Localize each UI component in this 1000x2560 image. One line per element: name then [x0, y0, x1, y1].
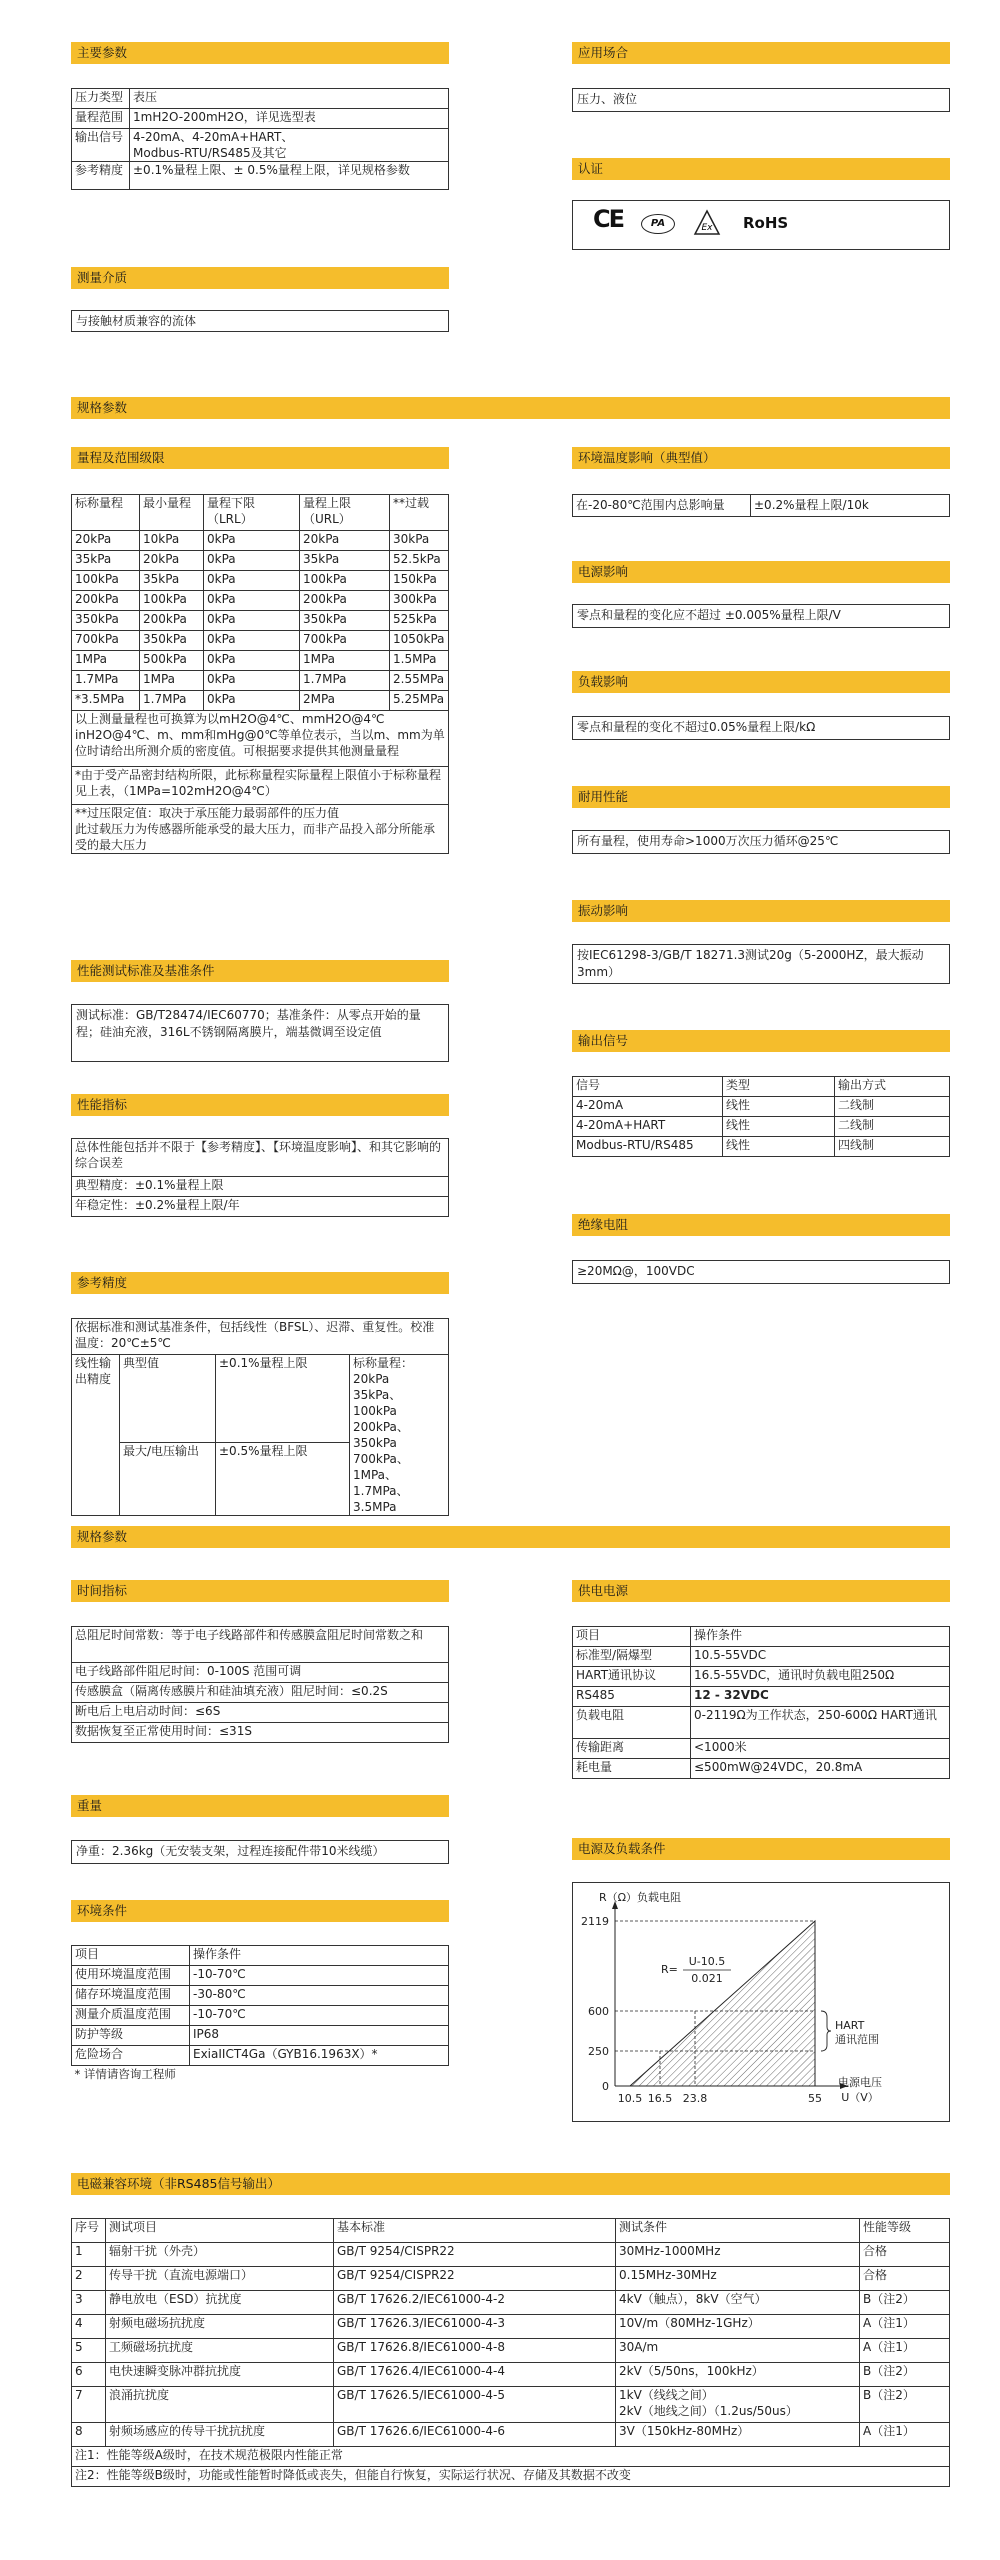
- table-row: [72, 531, 449, 551]
- column-header: 测试条件: [616, 2219, 860, 2243]
- table-cell: 使用环境温度范围: [72, 1966, 190, 1986]
- table-cell: B（注2）: [860, 2291, 950, 2315]
- section-durability: 耐用性能: [572, 786, 950, 808]
- table-cell: *3.5MPa: [72, 691, 140, 711]
- table-row: [72, 2315, 950, 2339]
- table-cell: 3V（150kHz-80MHz）: [616, 2423, 860, 2447]
- time-cell: 数据恢复至正常使用时间：≤31S: [72, 1723, 449, 1743]
- table-cell: 350kPa: [140, 631, 204, 651]
- table-cell: 工频磁场抗扰度: [106, 2339, 334, 2363]
- table-cell: 0.15MHz-30MHz: [616, 2267, 860, 2291]
- param-name: 压力类型: [72, 89, 130, 109]
- table-cell: 标准型/隔爆型: [573, 1647, 691, 1667]
- table-cell: 0kPa: [204, 611, 300, 631]
- table-cell: 耗电量: [573, 1759, 691, 1779]
- pa-mark-icon: PA: [641, 214, 675, 234]
- table-cell: -10-70℃: [190, 1966, 449, 1986]
- table-cell: 6: [72, 2363, 106, 2387]
- column-header: 量程下限 （LRL）: [204, 495, 300, 531]
- ex-mark-icon: [693, 209, 721, 242]
- table-row: [72, 129, 449, 162]
- table-cell: 储存环境温度范围: [72, 1986, 190, 2006]
- table-row: [573, 1117, 950, 1137]
- table-row: [72, 1703, 449, 1723]
- table-cell: 1kV（线线之间） 2kV（地线之间）（1.2us/50us）: [616, 2387, 860, 2423]
- env-temp-cell-2: ±0.2%量程上限/10k: [751, 495, 950, 517]
- param-name: 输出信号: [72, 129, 130, 162]
- table-row: [72, 2339, 950, 2363]
- note-row: [72, 2066, 449, 2084]
- table-cell: 100kPa: [72, 571, 140, 591]
- table-row: [72, 1139, 449, 1177]
- range-note: 以上测量量程也可换算为以mH2O@4℃、mmH2O@4℃ inH2O@4℃、m、mm和mHg@0℃等单位表示，当以m、mm为单位时请给出所测介质的密度值。可根据要求提供其他测量量程: [72, 711, 449, 767]
- table-cell: 4: [72, 2315, 106, 2339]
- table-cell: 0kPa: [204, 651, 300, 671]
- table-cell: 150kPa: [390, 571, 449, 591]
- table-header-row: [72, 495, 449, 531]
- table-cell: 1.7MPa: [72, 671, 140, 691]
- table-cell: GB/T 17626.5/IEC61000-4-5: [334, 2387, 616, 2423]
- emc-note: 注1：性能等级A级时，在技术规范极限内性能正常: [72, 2447, 950, 2467]
- table-cell: 52.5kPa: [390, 551, 449, 571]
- table-cell: 30MHz-1000MHz: [616, 2243, 860, 2267]
- hart-brace: [821, 2011, 831, 2051]
- note-row: [72, 767, 449, 805]
- table-row: [72, 571, 449, 591]
- table-cell: 525kPa: [390, 611, 449, 631]
- table-cell: 100kPa: [300, 571, 390, 591]
- table-cell: 5: [72, 2339, 106, 2363]
- table-cell: 合格: [860, 2267, 950, 2291]
- table-row: [72, 671, 449, 691]
- param-value: 表压: [130, 89, 449, 109]
- table-cell: 辐射干扰（外壳）: [106, 2243, 334, 2267]
- column-header: 操作条件: [190, 1946, 449, 1966]
- section-perf: 性能指标: [71, 1094, 449, 1116]
- table-row: [573, 1667, 950, 1687]
- table-cell: 2kV（5/50ns，100kHz）: [616, 2363, 860, 2387]
- column-header: 测试项目: [106, 2219, 334, 2243]
- table-header-row: [573, 1077, 950, 1097]
- section-vibration: 振动影响: [572, 900, 950, 922]
- section-weight: 重量: [71, 1795, 449, 1817]
- section-medium: 测量介质: [71, 267, 449, 289]
- table-row: [72, 2291, 950, 2315]
- section-main-params: 主要参数: [71, 42, 449, 64]
- psu-table: [572, 1626, 950, 1779]
- table-cell: 30kPa: [390, 531, 449, 551]
- main-params-table: [71, 88, 449, 190]
- section-spec: 规格参数: [71, 397, 950, 419]
- column-header: 最小量程: [140, 495, 204, 531]
- column-header: 信号: [573, 1077, 723, 1097]
- table-cell: 2.55MPa: [390, 671, 449, 691]
- table-cell: 1MPa: [300, 651, 390, 671]
- accuracy-typ-label: 典型值: [120, 1355, 216, 1443]
- table-row: [72, 691, 449, 711]
- table-row: [72, 651, 449, 671]
- table-row: [573, 1759, 950, 1779]
- table-cell: 0kPa: [204, 531, 300, 551]
- table-cell: 1.7MPa: [140, 691, 204, 711]
- table-cell: 射频场感应的传导干扰抗扰度: [106, 2423, 334, 2447]
- section-spec-2: 规格参数: [71, 1526, 950, 1548]
- table-cell: 0kPa: [204, 591, 300, 611]
- time-table: [71, 1626, 449, 1743]
- table-cell: 16.5-55VDC，通讯时负载电阻250Ω: [691, 1667, 950, 1687]
- table-cell: 传导干扰（直流电源端口）: [106, 2267, 334, 2291]
- table-cell: 35kPa: [300, 551, 390, 571]
- table-row: [573, 1647, 950, 1667]
- table-cell: GB/T 17626.2/IEC61000-4-2: [334, 2291, 616, 2315]
- table-cell: 35kPa: [140, 571, 204, 591]
- section-power-effect: 电源影响: [572, 561, 950, 583]
- table-cell: 0kPa: [204, 671, 300, 691]
- table-row: [72, 2006, 449, 2026]
- table-cell: 二线制: [835, 1097, 950, 1117]
- table-row: [72, 1683, 449, 1703]
- section-power-load: 电源及负载条件: [572, 1838, 950, 1860]
- table-cell: 0kPa: [204, 551, 300, 571]
- time-cell: 传感膜盒（隔离传感膜片和硅油填充液）阻尼时间：≤0.2S: [72, 1683, 449, 1703]
- table-cell: ExiaIICT4Ga（GYB16.1963X）*: [190, 2046, 449, 2066]
- table-row: [573, 1137, 950, 1157]
- perf-cell: 典型精度：±0.1%量程上限: [72, 1177, 449, 1197]
- column-header: 序号: [72, 2219, 106, 2243]
- table-row: [72, 1177, 449, 1197]
- note-row: [72, 2447, 950, 2467]
- section-insulation: 绝缘电阻: [572, 1214, 950, 1236]
- table-cell: 20kPa: [300, 531, 390, 551]
- table-cell: 1.5MPa: [390, 651, 449, 671]
- table-cell: 线性: [723, 1117, 835, 1137]
- table-cell: 四线制: [835, 1137, 950, 1157]
- emc-note: 注2：性能等级B级时，功能或性能暂时降低或丧失，但能自行恢复，实际运行状况、存储及其数据不改变: [72, 2467, 950, 2487]
- table-cell: 0-2119Ω为工作状态，250-600Ω HART通讯: [691, 1707, 950, 1739]
- section-std: 性能测试标准及基准条件: [71, 960, 449, 982]
- table-header-row: [72, 1946, 449, 1966]
- x-tick-label: 55: [808, 2092, 822, 2105]
- section-certification: 认证: [572, 158, 950, 180]
- table-cell: 合格: [860, 2243, 950, 2267]
- table-row: [72, 1627, 449, 1663]
- table-row: [72, 1197, 449, 1217]
- accuracy-max-value: ±0.5%量程上限: [216, 1442, 350, 1515]
- section-load-effect: 负载影响: [572, 671, 950, 693]
- env-temp-cell-1: 在-20-80℃范围内总影响量: [573, 495, 751, 517]
- table-row: [72, 162, 449, 190]
- table-cell: 7: [72, 2387, 106, 2423]
- table-cell: 测量介质温度范围: [72, 2006, 190, 2026]
- ce-mark-icon: CE: [593, 205, 624, 233]
- std-text: 测试标准：GB/T28474/IEC60770；基准条件：从零点开始的量程；硅油充液，316L不锈钢隔离膜片，端基微调至设定值: [71, 1004, 449, 1062]
- note-row: [72, 805, 449, 854]
- power-effect-text: 零点和量程的变化应不超过 ±0.005%量程上限/V: [572, 604, 950, 628]
- table-row: [72, 2387, 950, 2423]
- perf-cell: 总体性能包括并不限于【参考精度】、【环境温度影响】、和其它影响的综合误差: [72, 1139, 449, 1177]
- column-header: 标称量程: [72, 495, 140, 531]
- table-cell: 200kPa: [72, 591, 140, 611]
- section-psu: 供电电源: [572, 1580, 950, 1602]
- table-cell: A（注1）: [860, 2423, 950, 2447]
- vibration-text: 按IEC61298-3/GB/T 18271.3测试20g（5-2000HZ，最大振动3mm）: [572, 944, 950, 984]
- table-row: [72, 1723, 449, 1743]
- table-cell: 0kPa: [204, 571, 300, 591]
- certification-box: [572, 200, 950, 250]
- accuracy-head: 依据标准和测试基准条件，包括线性（BFSL）、迟滞、重复性。校准温度：20℃±5℃: [72, 1319, 449, 1355]
- table-cell: 4-20mA: [573, 1097, 723, 1117]
- table-cell: 电快速瞬变脉冲群抗扰度: [106, 2363, 334, 2387]
- time-cell: 电子线路部件阻尼时间：0-100S 范围可调: [72, 1663, 449, 1683]
- section-application: 应用场合: [572, 42, 950, 64]
- table-cell: 10.5-55VDC: [691, 1647, 950, 1667]
- section-env-temp: 环境温度影响（典型值）: [572, 447, 950, 469]
- operating-area: [630, 1921, 815, 2086]
- table-row: [72, 2423, 950, 2447]
- table-cell: 0kPa: [204, 691, 300, 711]
- table-cell: GB/T 17626.3/IEC61000-4-3: [334, 2315, 616, 2339]
- table-cell: GB/T 17626.4/IEC61000-4-4: [334, 2363, 616, 2387]
- table-row: [72, 2046, 449, 2066]
- table-cell: 负载电阻: [573, 1707, 691, 1739]
- accuracy-max-label: 最大/电压输出: [120, 1442, 216, 1515]
- durability-text: 所有量程，使用寿命>1000万次压力循环@25℃: [572, 830, 950, 854]
- table-cell: 1: [72, 2243, 106, 2267]
- table-cell: 20kPa: [72, 531, 140, 551]
- table-header-row: [72, 2219, 950, 2243]
- table-cell: 2MPa: [300, 691, 390, 711]
- table-cell: 静电放电（ESD）抗扰度: [106, 2291, 334, 2315]
- table-cell: 30A/m: [616, 2339, 860, 2363]
- table-cell: B（注2）: [860, 2363, 950, 2387]
- y-tick-label: 250: [588, 2045, 609, 2058]
- perf-cell: 年稳定性：±0.2%量程上限/年: [72, 1197, 449, 1217]
- table-cell: 2: [72, 2267, 106, 2291]
- range-note: *由于受产品密封结构所限，此标称量程实际量程上限值小于标称量程见上表，（1MPa=102mH2O@4℃）: [72, 767, 449, 805]
- table-cell: RS485: [573, 1687, 691, 1707]
- table-row: [72, 109, 449, 129]
- table-cell: 350kPa: [300, 611, 390, 631]
- table-cell: 1MPa: [72, 651, 140, 671]
- table-cell: 4-20mA+HART: [573, 1117, 723, 1137]
- accuracy-typ-value: ±0.1%量程上限: [216, 1355, 350, 1443]
- table-cell: 线性: [723, 1097, 835, 1117]
- section-time: 时间指标: [71, 1580, 449, 1602]
- table-cell: Modbus-RTU/RS485: [573, 1137, 723, 1157]
- y-tick-label: 0: [602, 2080, 609, 2093]
- env-conditions-table: [71, 1945, 449, 2084]
- table-cell: 1MPa: [140, 671, 204, 691]
- table-cell: 1050kPa: [390, 631, 449, 651]
- table-cell: 10V/m（80MHz-1GHz）: [616, 2315, 860, 2339]
- table-cell: B（注2）: [860, 2387, 950, 2423]
- rohs-mark-icon: RoHS: [743, 214, 789, 232]
- table-cell: 200kPa: [300, 591, 390, 611]
- table-cell: 射频电磁场抗扰度: [106, 2315, 334, 2339]
- column-header: 量程上限 （URL）: [300, 495, 390, 531]
- note-row: [72, 2467, 950, 2487]
- accuracy-ranges: 标称量程：20kPa 35kPa、100kPa 200kPa、350kPa 700kPa、1MPa、 1.7MPa、3.5MPa: [350, 1355, 449, 1516]
- table-row: [573, 1097, 950, 1117]
- note-row: [72, 711, 449, 767]
- table-cell: A（注1）: [860, 2315, 950, 2339]
- table-cell: 危险场合: [72, 2046, 190, 2066]
- table-row: [72, 591, 449, 611]
- table-row: [72, 611, 449, 631]
- table-row: [72, 1966, 449, 1986]
- range-note: **过压限定值：取决于承压能力最弱部件的压力值 此过载压力为传感器所能承受的最大压力，而非产品投入部分所能承受的最大压力: [72, 805, 449, 854]
- column-header: 输出方式: [835, 1077, 950, 1097]
- x-tick-label: 16.5: [647, 2092, 673, 2105]
- param-name: 参考精度: [72, 162, 130, 190]
- table-cell: GB/T 17626.6/IEC61000-4-6: [334, 2423, 616, 2447]
- table-cell: 0kPa: [204, 631, 300, 651]
- power-load-chart: [573, 1883, 949, 2121]
- hart-label-1: HART: [835, 2019, 865, 2032]
- table-row: [72, 551, 449, 571]
- column-header: 基本标准: [334, 2219, 616, 2243]
- table-cell: 20kPa: [140, 551, 204, 571]
- table-cell: 防护等级: [72, 2026, 190, 2046]
- formula-prefix: R=: [661, 1963, 678, 1976]
- insulation-text: ≥20MΩ@，100VDC: [572, 1260, 950, 1284]
- table-cell: IP68: [190, 2026, 449, 2046]
- medium-text: 与接触材质兼容的流体: [71, 310, 449, 332]
- section-output: 输出信号: [572, 1030, 950, 1052]
- param-value: ±0.1%量程上限、± 0.5%量程上限，详见规格参数: [130, 162, 449, 190]
- table-cell: 200kPa: [140, 611, 204, 631]
- y-tick-label: 600: [588, 2005, 609, 2018]
- table-header-row: [573, 1627, 950, 1647]
- table-row: [72, 631, 449, 651]
- table-cell: 4kV（触点），8kV（空气）: [616, 2291, 860, 2315]
- table-cell: 700kPa: [300, 631, 390, 651]
- table-row: [72, 2243, 950, 2267]
- x-tick-label: 23.8: [682, 2092, 708, 2105]
- section-env-conditions: 环境条件: [71, 1900, 449, 1922]
- table-cell: GB/T 9254/CISPR22: [334, 2267, 616, 2291]
- time-cell: 总阻尼时间常数：等于电子线路部件和传感膜盒阻尼时间常数之和: [72, 1627, 449, 1663]
- x-axis-label-1: 电源电压: [838, 2076, 882, 2089]
- column-header: 项目: [72, 1946, 190, 1966]
- emc-table: [71, 2218, 950, 2487]
- table-row: [72, 1663, 449, 1683]
- application-text: 压力、液位: [572, 88, 950, 112]
- section-range: 量程及范围级限: [71, 447, 449, 469]
- column-header: 性能等级: [860, 2219, 950, 2243]
- table-cell: 700kPa: [72, 631, 140, 651]
- table-cell: <1000米: [691, 1739, 950, 1759]
- formula-bottom: 0.021: [691, 1972, 723, 1985]
- section-accuracy: 参考精度: [71, 1272, 449, 1294]
- time-cell: 断电后上电启动时间：≤6S: [72, 1703, 449, 1723]
- param-value: 1mH2O-200mH2O，详见选型表: [130, 109, 449, 129]
- column-header: 操作条件: [691, 1627, 950, 1647]
- table-cell: A（注1）: [860, 2339, 950, 2363]
- table-cell: 100kPa: [140, 591, 204, 611]
- svg-text:Ex: Ex: [701, 223, 713, 233]
- table-cell: GB/T 17626.8/IEC61000-4-8: [334, 2339, 616, 2363]
- x-axis-label-2: U（V）: [841, 2091, 879, 2104]
- accuracy-table: [71, 1318, 449, 1516]
- weight-text: 净重：2.36kg（无安装支架，过程连接配件带10米线缆）: [71, 1840, 449, 1864]
- table-cell: 5.25MPa: [390, 691, 449, 711]
- y-axis-label: R（Ω）负载电阻: [599, 1891, 682, 1904]
- table-cell: 3: [72, 2291, 106, 2315]
- table-cell: 300kPa: [390, 591, 449, 611]
- column-header: **过载: [390, 495, 449, 531]
- table-cell: 线性: [723, 1137, 835, 1157]
- table-row: [573, 1687, 950, 1707]
- formula-top: U-10.5: [688, 1955, 726, 1968]
- param-value: 4-20mA、4-20mA+HART、 Modbus-RTU/RS485及其它: [130, 129, 449, 162]
- table-cell: 传输距离: [573, 1739, 691, 1759]
- table-cell: 350kPa: [72, 611, 140, 631]
- table-cell: 500kPa: [140, 651, 204, 671]
- env-note: * 详情请咨询工程师: [74, 2067, 176, 2081]
- table-row: [72, 1986, 449, 2006]
- table-row: [573, 1739, 950, 1759]
- perf-table: [71, 1138, 449, 1217]
- range-table: [71, 494, 449, 854]
- env-temp-table: [572, 494, 950, 517]
- table-cell: -30-80℃: [190, 1986, 449, 2006]
- table-cell: 35kPa: [72, 551, 140, 571]
- table-row: [72, 89, 449, 109]
- output-table: [572, 1076, 950, 1157]
- table-cell: 浪涌抗扰度: [106, 2387, 334, 2423]
- power-load-chart-box: [572, 1882, 950, 2122]
- table-cell: 二线制: [835, 1117, 950, 1137]
- table-cell: 8: [72, 2423, 106, 2447]
- section-emc: 电磁兼容环境（非RS485信号输出）: [71, 2173, 950, 2195]
- table-row: [573, 1707, 950, 1739]
- table-cell: 10kPa: [140, 531, 204, 551]
- table-row: [72, 2363, 950, 2387]
- hart-label-2: 通讯范围: [835, 2033, 879, 2046]
- accuracy-label: 线性输出精度: [72, 1355, 120, 1516]
- load-effect-text: 零点和量程的变化不超过0.05%量程上限/kΩ: [572, 716, 950, 740]
- x-tick-label: 10.5: [617, 2092, 643, 2105]
- table-cell: ≤500mW@24VDC，20.8mA: [691, 1759, 950, 1779]
- column-header: 项目: [573, 1627, 691, 1647]
- table-row: [72, 2267, 950, 2291]
- table-cell: GB/T 9254/CISPR22: [334, 2243, 616, 2267]
- column-header: 类型: [723, 1077, 835, 1097]
- table-cell: HART通讯协议: [573, 1667, 691, 1687]
- table-cell: -10-70℃: [190, 2006, 449, 2026]
- y-tick-label: 2119: [581, 1915, 609, 1928]
- table-cell: 12 - 32VDC: [691, 1687, 950, 1707]
- table-row: [72, 2026, 449, 2046]
- table-cell: 1.7MPa: [300, 671, 390, 691]
- param-name: 量程范围: [72, 109, 130, 129]
